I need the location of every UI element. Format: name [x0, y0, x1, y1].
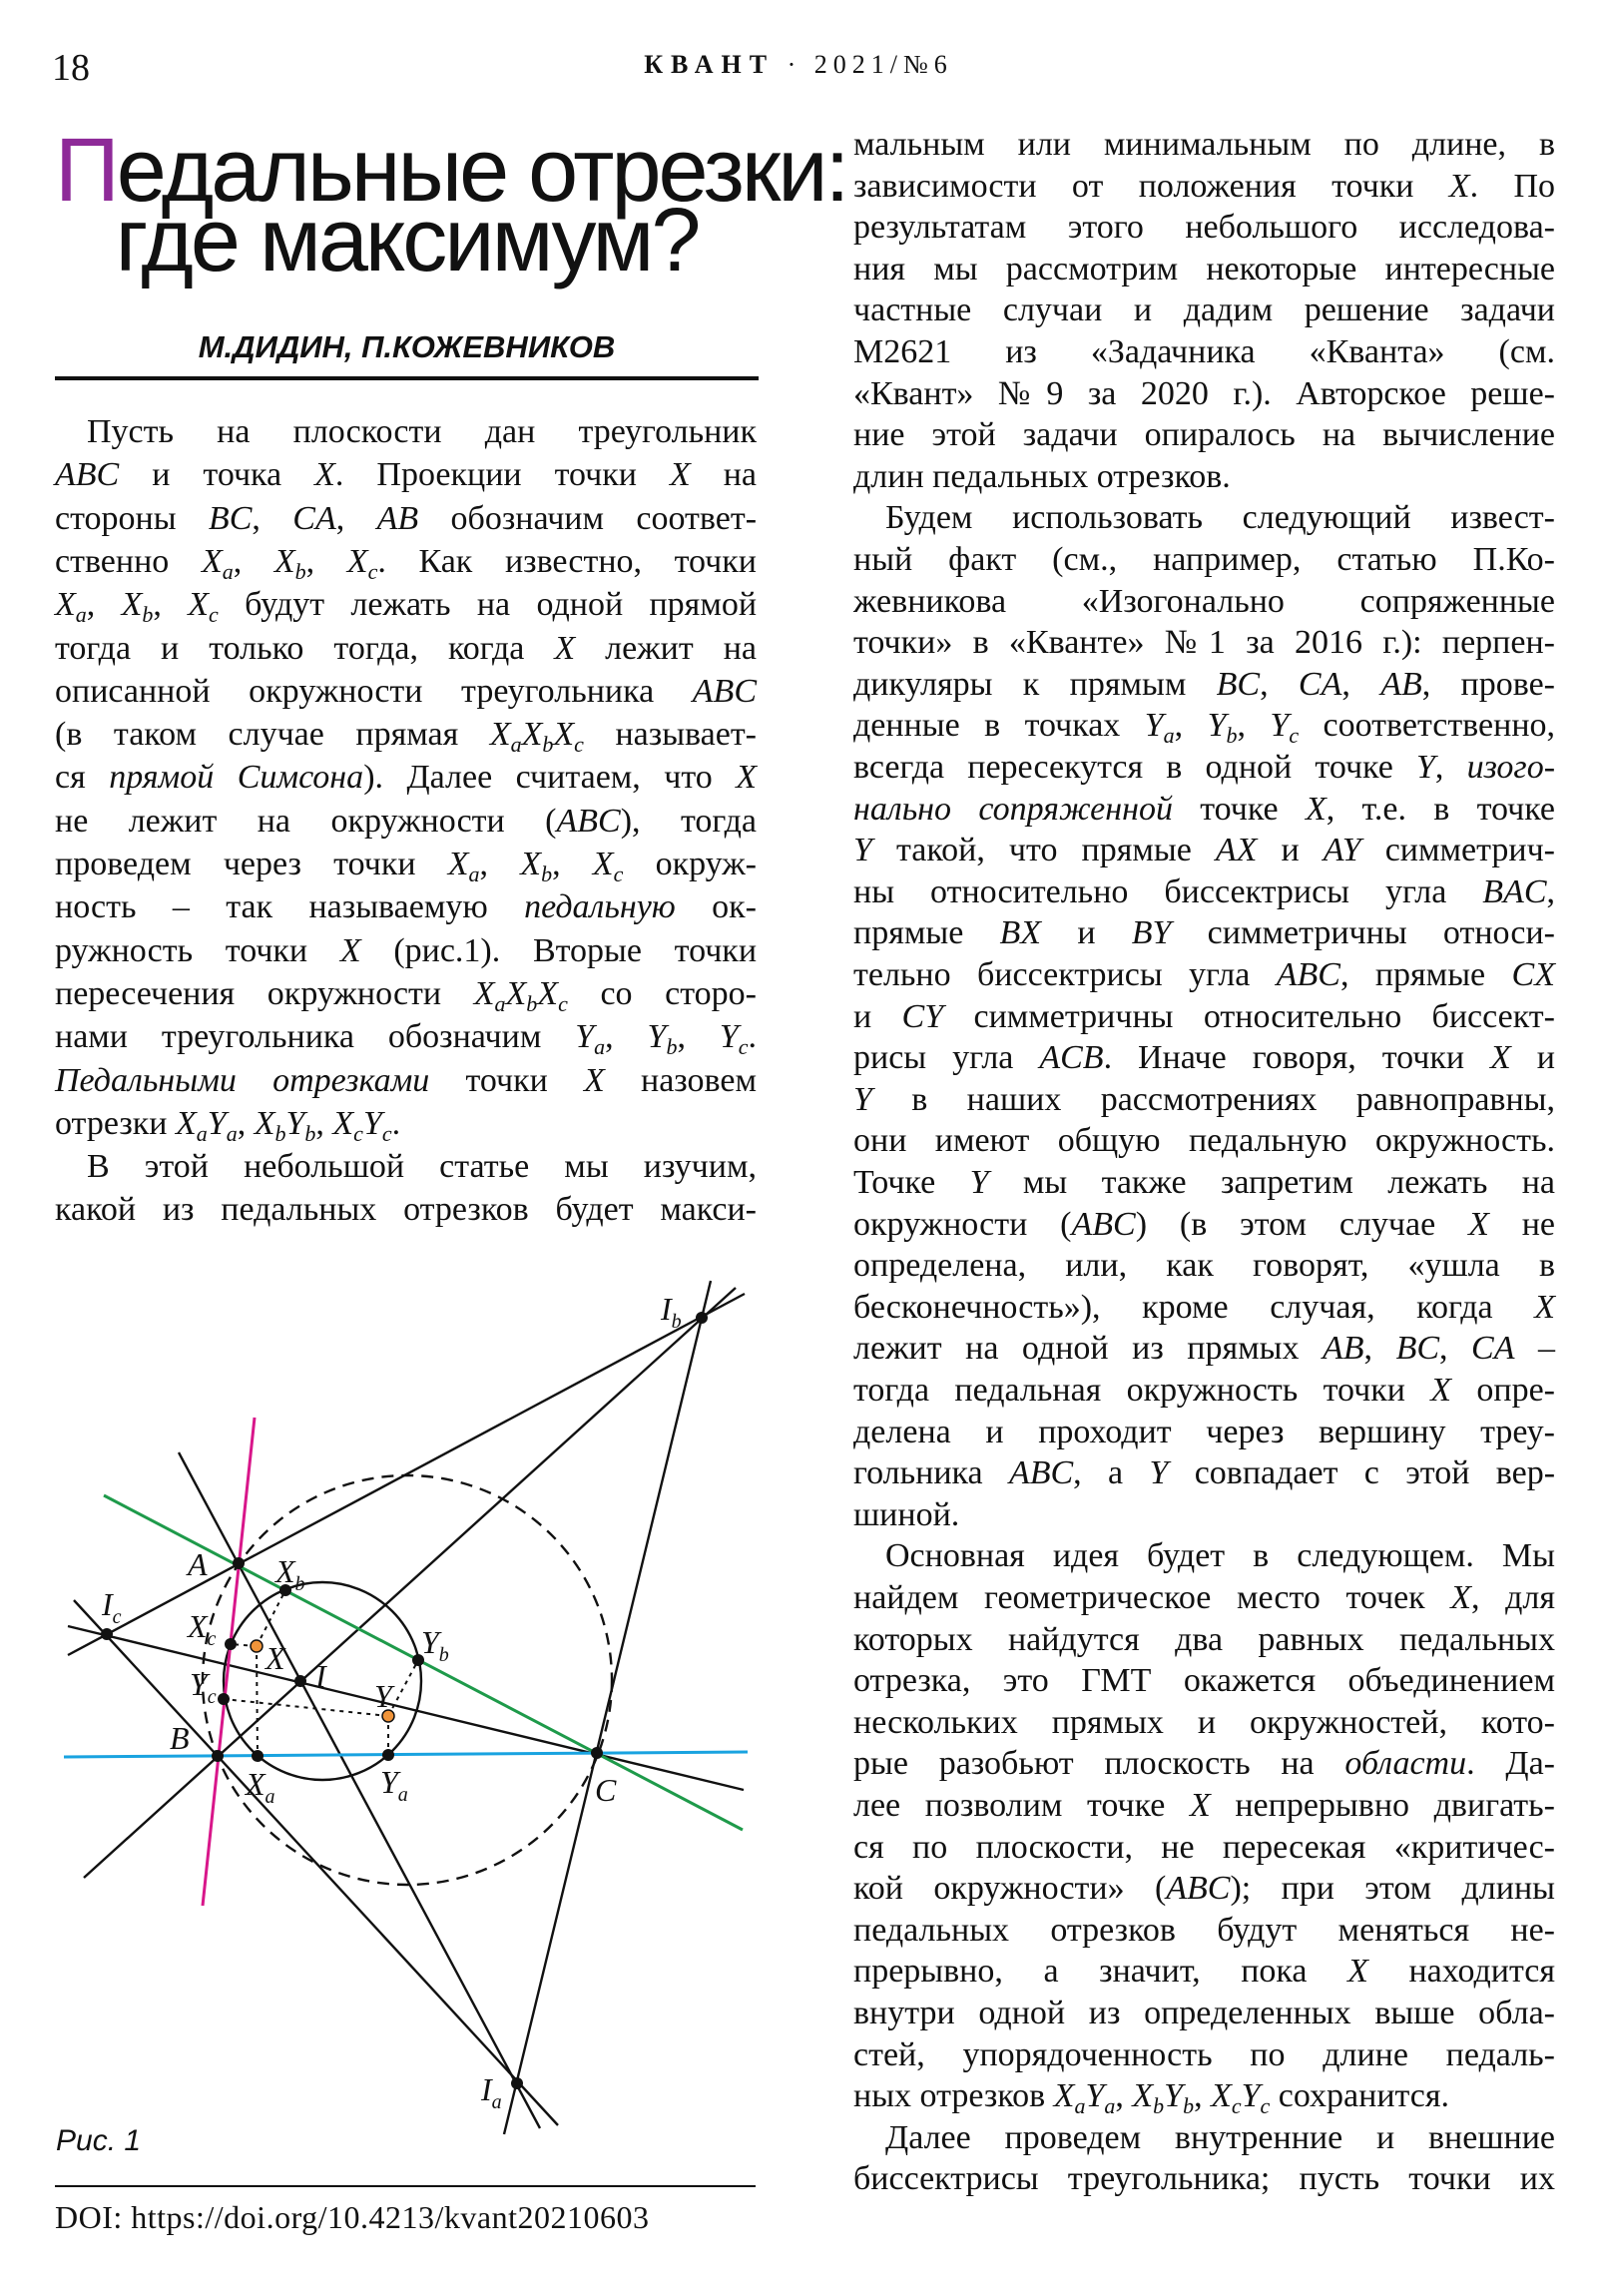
text-line: денные в точках $Y_a$, $Y_b$, $Y_c$ соответственно,	[853, 707, 1556, 749]
text-line: не лежит на окружности (ABC), тогда	[55, 802, 757, 840]
text-line: ны относительно биссектрисы угла BAC,	[853, 872, 1555, 910]
text-line: окружности (ABC) (в этом случае X не	[853, 1205, 1555, 1243]
text-line: рисы угла ACB. Иначе говоря, точки X и	[853, 1039, 1555, 1077]
text-line: $X_a$, $X_b$, $X_c$ будут лежать на одной прямой	[55, 586, 758, 628]
text-line: описанной окружности треугольника ABC	[55, 672, 757, 710]
text-line: жевникова «Изогонально сопряженные	[853, 582, 1555, 620]
text-line: ный факт (см., например, статью П.Ко-	[853, 541, 1555, 578]
point-xa	[252, 1750, 264, 1762]
text-line: ных отрезков $X_aY_a$, $X_bY_b$, $X_cY_c$ сохранится.	[853, 2077, 1450, 2119]
point-i	[294, 1675, 306, 1687]
article-authors: М.ДИДИН, П.КОЖЕВНИКОВ	[198, 329, 616, 364]
point-a	[233, 1557, 245, 1569]
text-line: педальных отрезков будут меняться не-	[853, 1911, 1555, 1949]
text-line: биссектрисы треугольника; пусть точки их	[853, 2160, 1555, 2198]
text-line: стей, упорядоченность по длине педаль-	[853, 2035, 1555, 2073]
text-line: результатам этого небольшого исследова-	[853, 209, 1555, 247]
article-title-line-2: где максимум?	[115, 191, 699, 290]
text-line: Основная идея будет в следующем. Мы	[885, 1537, 1555, 1575]
point-c	[591, 1747, 603, 1759]
point-xc	[225, 1638, 237, 1650]
text-line: какой из педальных отрезков будет макси-	[55, 1191, 757, 1229]
point-ya	[382, 1749, 394, 1761]
page-number: 18	[52, 47, 90, 89]
label-yc: $Y_c$	[190, 1666, 217, 1708]
text-line: Будем использовать следующий извест-	[885, 499, 1555, 537]
text-line: рые разобьют плоскость на области. Да-	[853, 1745, 1555, 1783]
header-separator: ·	[787, 50, 802, 79]
label-x: X	[266, 1640, 285, 1676]
text-line: бесконечность»), кроме случая, когда X	[853, 1288, 1555, 1326]
text-line: стороны BC, CA, AB обозначим соответ-	[55, 499, 758, 537]
text-line: лежит на одной из прямых AB, BC, CA –	[853, 1330, 1555, 1368]
text-line: они имеют общую педальную окружность.	[853, 1122, 1555, 1160]
label-a: A	[188, 1546, 208, 1582]
point-ia	[511, 2077, 523, 2089]
text-line: тельно биссектрисы угла ABC, прямые CX	[853, 956, 1555, 993]
text-line: ся по плоскости, не пересекая «критичес-	[853, 1828, 1555, 1866]
text-line: Y в наших рассмотрениях равноправны,	[853, 1080, 1555, 1118]
text-line: длин педальных отрезков.	[853, 457, 1231, 495]
text-line: ственно $X_a$, $X_b$, $X_c$. Как известно, точки	[55, 542, 757, 584]
text-line: и CY симметричны относительно биссект-	[853, 997, 1555, 1035]
magazine-name: КВАНТ	[644, 50, 776, 79]
label-ya: $Y_a$	[380, 1764, 408, 1806]
text-line: (в таком случае прямая $X_aX_bX_c$ называет-	[55, 716, 758, 758]
text-line: гольника ABC, а Y совпадает с этой вер-	[853, 1454, 1556, 1492]
title-rule	[55, 376, 759, 380]
text-line: прямые BX и BY симметричны относи-	[853, 914, 1555, 952]
text-line: Точке Y мы также запретим лежать на	[853, 1164, 1555, 1201]
point-b	[212, 1750, 224, 1762]
text-line: точки» в «Кванте» №1 за 2016 г.): перпен-	[853, 624, 1555, 662]
line-ic-i-c	[68, 1626, 744, 1790]
label-ia: $I_a$	[481, 2071, 502, 2113]
line-ib-c-ia	[504, 1281, 711, 2134]
text-line: ния мы рассмотрим некоторые интересные	[853, 250, 1555, 287]
label-xb: $X_b$	[275, 1553, 305, 1595]
text-line: отрезка, это ГМТ окажется объединением	[853, 1662, 1555, 1700]
text-line: кой окружности» (ABC); при этом длины	[853, 1870, 1555, 1908]
text-line: внутри одной из определенных выше обла-	[853, 1995, 1555, 2031]
point-ib	[696, 1312, 708, 1324]
text-line: всегда пересекутся в одной точке Y, изого-	[853, 749, 1556, 786]
text-line: делена и проходит через вершину треу-	[853, 1413, 1555, 1450]
text-line: ся прямой Симсона). Далее считаем, что X	[55, 759, 757, 797]
text-line: ние этой задачи опиралось на вычисление	[853, 416, 1555, 454]
text-line: нескольких прямых и окружностей, кото-	[853, 1703, 1555, 1741]
label-c: C	[595, 1772, 617, 1808]
text-line: Пусть на плоскости дан треугольник	[87, 413, 757, 450]
text-line: найдем геометрическое место точек X, для	[853, 1579, 1555, 1616]
text-line: шиной.	[853, 1495, 960, 1533]
text-line: нами треугольника обозначим $Y_a$, $Y_b$, $Y_c$.	[55, 1018, 757, 1060]
text-line: дикуляры к прямым BC, CA, AB, прове-	[853, 665, 1556, 703]
text-line: мальным или минимальным по длине, в	[853, 126, 1555, 163]
perp-y-yc	[224, 1699, 388, 1716]
text-line: ABC и точка X. Проекции точки X на	[55, 456, 758, 494]
text-line: лее позволим точке X непрерывно двигать-	[853, 1787, 1555, 1824]
label-y: Y	[374, 1678, 392, 1714]
circumcircle	[203, 1475, 612, 1885]
label-yb: $Y_b$	[421, 1624, 449, 1666]
label-ic: $I_c$	[102, 1586, 122, 1628]
text-line: отрезки $X_aY_a$, $X_bY_b$, $X_cY_c$.	[55, 1104, 401, 1146]
text-line: ружность точки X (рис.1). Вторые точки	[55, 931, 758, 969]
perp-x-xa	[257, 1646, 258, 1756]
text-line: прерывно, а значит, пока X находится	[853, 1953, 1555, 1991]
running-header	[0, 50, 1597, 80]
title-initial: П	[55, 121, 117, 221]
perp-x-xb	[257, 1590, 285, 1646]
line-a-i-ia	[179, 1452, 540, 2128]
side-bc-blue-line	[64, 1752, 748, 1757]
label-b: B	[170, 1720, 190, 1756]
text-line: пересечения окружности $X_aX_bX_c$ со сторо-	[55, 974, 757, 1016]
label-ib: $I_b$	[661, 1291, 682, 1333]
point-x	[251, 1640, 263, 1652]
text-line: определена, или, как говорят, «ушла в	[853, 1247, 1555, 1285]
label-i: I	[315, 1658, 326, 1694]
text-line: ность – так называемую педальную ок-	[55, 888, 757, 926]
text-line: зависимости от положения точки X. По	[853, 167, 1555, 205]
text-line: Педальными отрезками точки X назовем	[55, 1061, 758, 1099]
footer-rule	[55, 2185, 756, 2187]
text-line: частные случаи и дадим решение задачи	[853, 291, 1555, 329]
text-line: В этой небольшой статье мы изучим,	[87, 1148, 757, 1186]
text-line: Далее проведем внутренние и внешние	[885, 2118, 1555, 2156]
text-line: нально сопряженной точке X, т.е. в точке	[853, 790, 1556, 828]
text-line: тогда педальная окружность точки X опре-	[853, 1372, 1556, 1409]
doi-link[interactable]: DOI: https://doi.org/10.4213/kvant20210603	[55, 2199, 650, 2235]
text-line: М2621 из «Задачника «Кванта» (см.	[853, 333, 1555, 370]
label-xa: $X_a$	[246, 1766, 275, 1808]
figure-1	[0, 1258, 798, 2196]
point-ic	[101, 1628, 113, 1640]
point-yc	[218, 1693, 230, 1705]
issue-number: 2021/№6	[813, 50, 953, 79]
text-line: проведем через точки $X_a$, $X_b$, $X_c$ окруж-	[55, 846, 758, 886]
text-line: Y такой, что прямые AX и AY симметрич-	[853, 832, 1555, 869]
figure-caption: Рис. 1	[56, 2124, 142, 2157]
title-line-1-text: едальные отрезки:	[116, 121, 847, 221]
label-xc: $X_c$	[188, 1608, 217, 1650]
text-line: тогда и только тогда, когда X лежит на	[55, 629, 757, 667]
text-line: которых найдутся два равных педальных	[853, 1620, 1555, 1658]
text-line: «Квант» №9 за 2020 г.). Авторское реше-	[853, 374, 1555, 412]
